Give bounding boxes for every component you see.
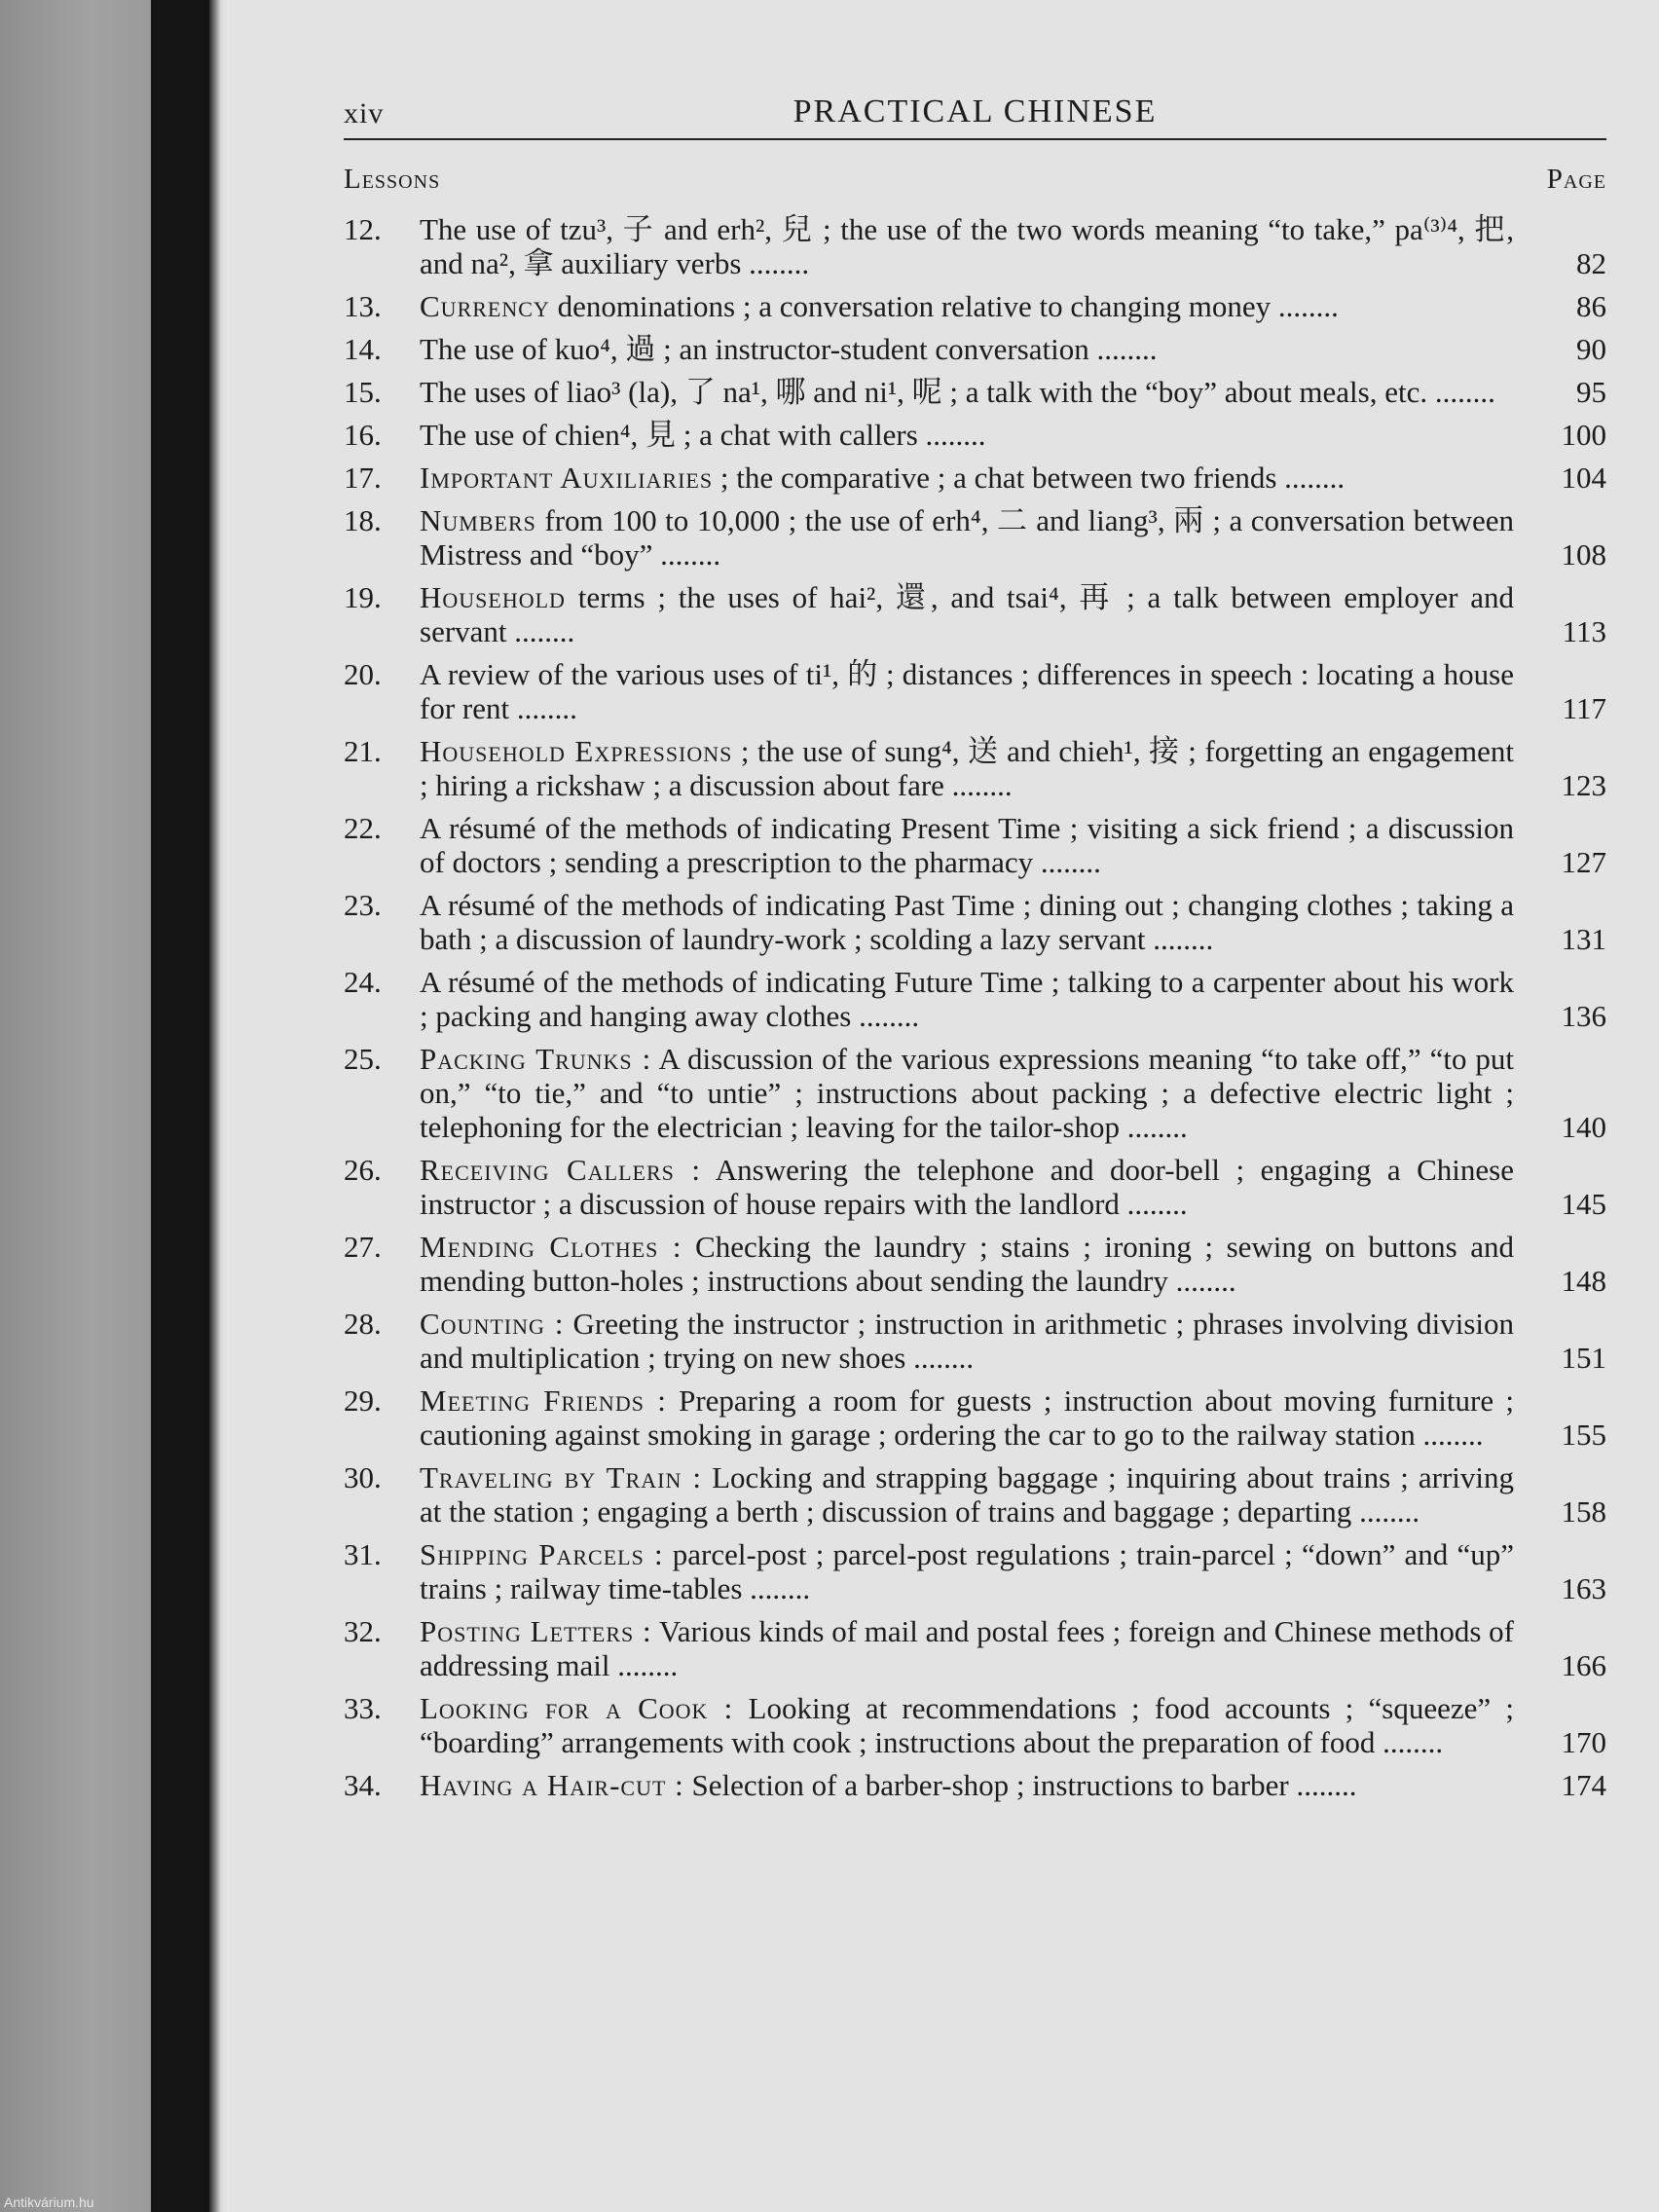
lesson-topics: The use of tzu³, 子 and erh², 兒 ; the use of the two words meaning “to take,” pa⁽³⁾⁴, 把, and na², 拿 auxiliary verbs	[420, 212, 1514, 280]
dot-leader: ........	[1145, 922, 1214, 956]
toc-entry	[344, 1614, 1606, 1682]
lesson-topics: A résumé of the methods of indicating Future Time ; talking to a carpenter about his work ; packing and hanging away clothes	[420, 965, 1514, 1033]
dot-leader: ........	[943, 768, 1013, 802]
lesson-description	[420, 1614, 1514, 1682]
page-ref: 100	[1561, 418, 1606, 452]
lesson-heading: Shipping Parcels :	[420, 1537, 664, 1571]
lesson-number: 19.	[344, 580, 382, 614]
dot-leader: ........	[1427, 375, 1495, 409]
lesson-topics: Various kinds of mail and postal fees ; foreign and Chinese methods of addressing mail	[420, 1614, 1514, 1682]
dot-leader: ........	[1120, 1110, 1188, 1144]
lesson-topics: A résumé of the methods of indicating Past Time ; dining out ; changing clothes ; taking a bath ; a discussion of laundry-work ; scolding a lazy servant	[420, 888, 1514, 956]
dot-leader: ........	[1351, 1494, 1420, 1529]
toc-entry	[344, 1460, 1606, 1529]
toc-entry	[344, 1537, 1606, 1605]
book-spine-shadow	[151, 0, 209, 2212]
lesson-number: 32.	[344, 1614, 382, 1648]
dot-leader: ........	[1088, 332, 1158, 366]
dot-leader: ........	[742, 1571, 811, 1605]
page-ref: 148	[1561, 1264, 1606, 1298]
page-heading: Page	[1546, 164, 1606, 195]
lesson-number: 20.	[344, 657, 382, 691]
lesson-number: 16.	[344, 418, 382, 452]
book-title: PRACTICAL CHINESE	[793, 93, 1158, 129]
lesson-description	[420, 657, 1514, 725]
lesson-topics: Greeting the instructor ; instruction in arithmetic ; phrases involving division and multiplication ; trying on new shoes	[420, 1307, 1514, 1375]
lesson-topics: denominations ; a conversation relative to changing money	[549, 289, 1272, 323]
toc-entry	[344, 461, 1606, 495]
lesson-heading: Looking for a Cook :	[420, 1691, 734, 1725]
lesson-number: 17.	[344, 461, 382, 495]
toc-entry	[344, 1691, 1606, 1759]
lesson-description	[420, 212, 1514, 280]
page-ref: 90	[1576, 332, 1606, 366]
lesson-topics: A résumé of the methods of indicating Present Time ; visiting a sick friend ; a discussion of doctors ; sending a prescription to the pharmacy	[420, 811, 1514, 879]
page-ref: 131	[1561, 922, 1606, 956]
page-ref: 174	[1561, 1768, 1606, 1802]
lesson-description	[420, 1537, 1514, 1605]
dot-leader: ........	[509, 691, 577, 725]
dot-leader: ........	[1288, 1768, 1357, 1802]
dot-leader: ........	[1119, 1187, 1188, 1221]
lesson-number: 34.	[344, 1768, 382, 1802]
page-ref: 170	[1561, 1725, 1606, 1759]
lesson-heading: Numbers	[420, 503, 536, 537]
lesson-heading: Currency	[420, 289, 550, 323]
lesson-description	[420, 1768, 1514, 1802]
lesson-topics: ; the use of sung⁴, 送 and chieh¹, 接 ; forgetting an engagement ; hiring a rickshaw ; a discussion about fare	[420, 734, 1514, 802]
lesson-heading: Packing Trunks :	[420, 1042, 652, 1076]
lesson-description	[420, 289, 1514, 323]
toc-entry	[344, 332, 1606, 366]
toc-entry	[344, 503, 1606, 571]
lessons-heading: Lessons	[344, 164, 441, 195]
dot-leader: ........	[1415, 1418, 1484, 1452]
page-number-folio: xiv	[344, 97, 385, 129]
lesson-number: 31.	[344, 1537, 382, 1571]
lesson-heading: Important Auxiliaries	[420, 461, 714, 495]
lesson-heading: Counting :	[420, 1307, 565, 1341]
lesson-heading: Household	[420, 580, 566, 614]
dot-leader: ........	[1033, 845, 1101, 879]
lesson-number: 24.	[344, 965, 382, 999]
page-ref: 163	[1561, 1571, 1606, 1605]
lesson-number: 25.	[344, 1042, 382, 1076]
lesson-number: 33.	[344, 1691, 382, 1725]
lesson-description	[420, 888, 1514, 956]
page-gutter	[209, 0, 229, 2212]
page-ref: 166	[1561, 1648, 1606, 1682]
toc-entry	[344, 375, 1606, 409]
lesson-topics: terms ; the uses of hai², 還, and tsai⁴, 再 ; a talk between employer and servant	[420, 580, 1514, 648]
toc-entry	[344, 418, 1606, 452]
lesson-description	[420, 332, 1514, 366]
lesson-description	[420, 1230, 1514, 1298]
lesson-topics: A discussion of the various expressions meaning “to take off,” “to put on,” “to tie,” and “to untie” ; instructions about packing ; a defective electric light ; telephoning for the electrician ; leaving for the tailor-shop	[420, 1042, 1514, 1144]
page-ref: 145	[1561, 1187, 1606, 1221]
lesson-heading: Having a Hair-cut :	[420, 1768, 684, 1802]
book-page	[229, 0, 1659, 2212]
page-ref: 140	[1561, 1110, 1606, 1144]
lesson-description	[420, 1460, 1514, 1529]
page-ref: 136	[1561, 999, 1606, 1033]
page-ref: 123	[1561, 768, 1606, 802]
lesson-heading: Receiving Callers :	[420, 1153, 701, 1187]
dot-leader: ........	[1276, 461, 1346, 495]
page-ref: 95	[1576, 375, 1606, 409]
page-ref: 113	[1562, 614, 1606, 648]
dot-leader: ........	[652, 537, 721, 571]
toc-entry	[344, 580, 1606, 648]
page-ref: 86	[1576, 289, 1606, 323]
lesson-number: 27.	[344, 1230, 382, 1264]
page-ref: 108	[1561, 537, 1606, 571]
lesson-topics: The uses of liao³ (la), 了 na¹, 哪 and ni¹, 呢 ; a talk with the “boy” about meals, etc.	[420, 375, 1428, 409]
lesson-topics: Checking the laundry ; stains ; ironing ; sewing on buttons and mending button-holes ; instructions about sending the laundry	[420, 1230, 1514, 1298]
lesson-description	[420, 375, 1514, 409]
dot-leader: ........	[917, 418, 986, 452]
dot-leader: ........	[1375, 1725, 1444, 1759]
lesson-topics: The use of kuo⁴, 過 ; an instructor-student conversation	[420, 332, 1089, 366]
lesson-number: 18.	[344, 503, 382, 537]
toc-entry	[344, 289, 1606, 323]
lesson-description	[420, 811, 1514, 879]
lesson-topics: Answering the telephone and door-bell ; engaging a Chinese instructor ; a discussion of house repairs with the landlord	[420, 1153, 1514, 1221]
lesson-number: 23.	[344, 888, 382, 922]
lesson-topics: Selection of a barber-shop ; instructions to barber	[683, 1768, 1289, 1802]
page-ref: 127	[1561, 845, 1606, 879]
toc-entry	[344, 1307, 1606, 1375]
page-ref: 82	[1576, 246, 1606, 280]
lesson-topics: Preparing a room for guests ; instruction about moving furniture ; cautioning against smoking in garage ; ordering the car to go to the railway station	[420, 1383, 1514, 1452]
lesson-number: 28.	[344, 1307, 382, 1341]
lesson-description	[420, 418, 1514, 452]
toc-entry	[344, 888, 1606, 956]
lesson-description	[420, 1691, 1514, 1759]
lesson-number: 14.	[344, 332, 382, 366]
lesson-description	[420, 734, 1514, 802]
page-ref: 117	[1562, 691, 1606, 725]
dot-leader: ........	[905, 1341, 975, 1375]
toc-entry	[344, 657, 1606, 725]
lesson-heading: Meeting Friends :	[420, 1383, 667, 1418]
lesson-description	[420, 1383, 1514, 1452]
lesson-number: 29.	[344, 1383, 382, 1418]
lesson-description	[420, 965, 1514, 1033]
lesson-description	[420, 503, 1514, 571]
dot-leader: ........	[741, 246, 810, 280]
toc-entry	[344, 811, 1606, 879]
dot-leader: ........	[609, 1648, 679, 1682]
lesson-topics: Looking at recommendations ; food accounts ; “squeeze” ; “boarding” arrangements with cook ; instructions about the preparation of food	[420, 1691, 1514, 1759]
lesson-number: 12.	[344, 212, 382, 246]
lesson-number: 30.	[344, 1460, 382, 1494]
lesson-description	[420, 461, 1514, 495]
lesson-number: 21.	[344, 734, 382, 768]
toc-entry	[344, 1383, 1606, 1452]
toc-entry	[344, 1230, 1606, 1298]
page-ref: 155	[1561, 1418, 1606, 1452]
toc-entry	[344, 734, 1606, 802]
lesson-heading: Household Expressions	[420, 734, 733, 768]
toc-entry	[344, 1042, 1606, 1144]
table-of-contents	[344, 212, 1606, 1811]
toc-entry	[344, 1768, 1606, 1802]
dot-leader: ........	[851, 999, 920, 1033]
dot-leader: ........	[506, 614, 575, 648]
lesson-number: 13.	[344, 289, 382, 323]
lesson-description	[420, 1307, 1514, 1375]
watermark: Antikvárium.hu	[4, 2194, 94, 2210]
lesson-description	[420, 1042, 1514, 1144]
lesson-number: 15.	[344, 375, 382, 409]
page-ref: 151	[1561, 1341, 1606, 1375]
lesson-description	[420, 580, 1514, 648]
lesson-heading: Mending Clothes :	[420, 1230, 682, 1264]
lesson-topics: ; the comparative ; a chat between two friends	[713, 461, 1277, 495]
lesson-topics: A review of the various uses of ti¹, 的 ; distances ; differences in speech : locating a house for rent	[420, 657, 1514, 725]
lesson-heading: Posting Letters :	[420, 1614, 652, 1648]
running-head	[344, 93, 1606, 140]
lesson-topics: Locking and strapping baggage ; inquiring about trains ; arriving at the station ; engaging a berth ; discussion of trains and baggage ; departing	[420, 1460, 1515, 1529]
lesson-number: 22.	[344, 811, 382, 845]
toc-entry	[344, 965, 1606, 1033]
toc-entry	[344, 1153, 1606, 1221]
lesson-topics: The use of chien⁴, 見 ; a chat with callers	[420, 418, 918, 452]
page-ref: 158	[1561, 1494, 1606, 1529]
background-left	[0, 0, 151, 2212]
lesson-topics: from 100 to 10,000 ; the use of erh⁴, 二 and liang³, 兩 ; a conversation between Mistress and “boy”	[420, 503, 1514, 571]
lesson-number: 26.	[344, 1153, 382, 1187]
lesson-heading: Traveling by Train :	[420, 1460, 703, 1494]
dot-leader: ........	[1167, 1264, 1236, 1298]
toc-entry	[344, 212, 1606, 280]
lesson-description	[420, 1153, 1514, 1221]
lesson-topics: parcel-post ; parcel-post regulations ; train-parcel ; “down” and “up” trains ; railway time-tables	[420, 1537, 1514, 1605]
page-ref: 104	[1561, 461, 1606, 495]
dot-leader: ........	[1271, 289, 1339, 323]
column-headings	[344, 164, 1606, 203]
